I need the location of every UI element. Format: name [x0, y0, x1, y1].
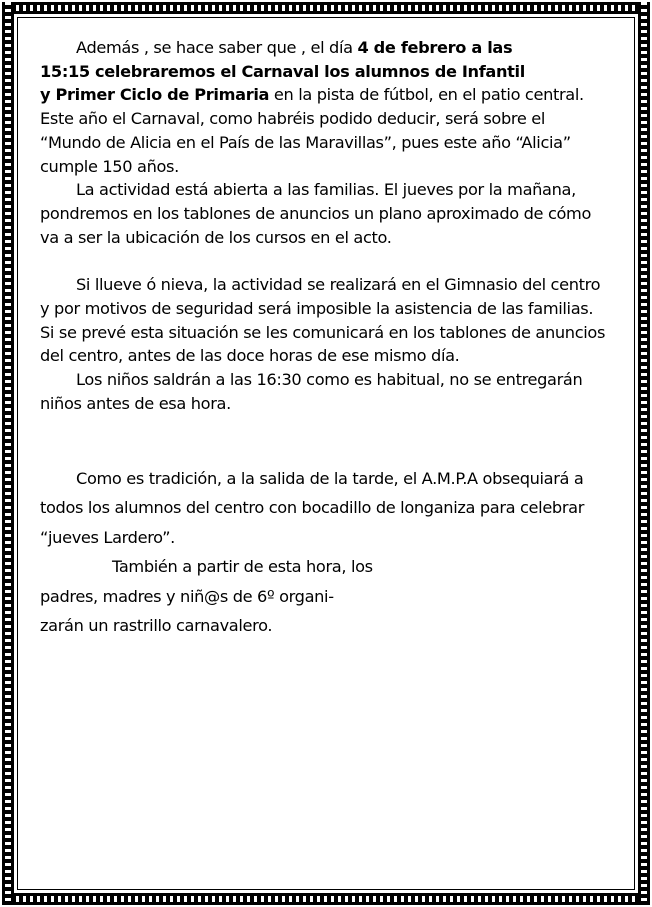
p6-line2: padres, madres y niñ@s de 6º organi-	[40, 586, 334, 606]
p6-line1: También a partir de esta hora, los	[112, 557, 373, 577]
border-bottom	[2, 893, 650, 905]
paragraph-carnaval	[40, 36, 610, 178]
border-top	[2, 2, 650, 14]
border-right	[638, 2, 650, 905]
notice-text	[40, 36, 610, 641]
p1-groups: y Primer Ciclo de Primaria	[40, 85, 270, 105]
p1-event: 15:15 celebraremos el Carnaval los alumnos de Infantil	[40, 61, 525, 81]
p1-intro: Además , se hace saber que , el día	[76, 38, 358, 57]
paragraph-pickup: Los niños saldrán a las 16:30 como es habitual, no se entregarán niños antes de esa hora.	[40, 370, 583, 413]
paragraph-rastrillo	[40, 552, 610, 641]
paragraph-weather: Si llueve ó nieva, la actividad se realizará en el Gimnasio del centro y por motivos de seguridad será imposible la asistencia de las familias. Si se prevé esta situación se les comunicará en los tablones de anuncios del centro, antes de las doce horas de ese mismo día.	[40, 275, 606, 366]
border-left	[2, 2, 14, 905]
paragraph-families: La actividad está abierta a las familias. El jueves por la mañana, pondremos en los tablones de anuncios un plano aproximado de cómo va a ser la ubicación de los cursos en el acto.	[40, 180, 592, 247]
paragraph-ampa: Como es tradición, a la salida de la tarde, el A.M.P.A obsequiará a todos los alumnos del centro con bocadillo de longaniza para celebrar “jueves Lardero”.	[40, 468, 585, 547]
p1-rest: en la pista de fútbol, en el patio central. Este año el Carnaval, como habréis podido deducir, será sobre el “Mundo de Alicia en el País de las Maravillas”, pues este año “Alicia” cumple 150 años.	[40, 85, 584, 176]
p1-date: 4 de febrero a las	[357, 38, 513, 57]
p6-line3: zarán un rastrillo carnavalero.	[40, 616, 273, 636]
